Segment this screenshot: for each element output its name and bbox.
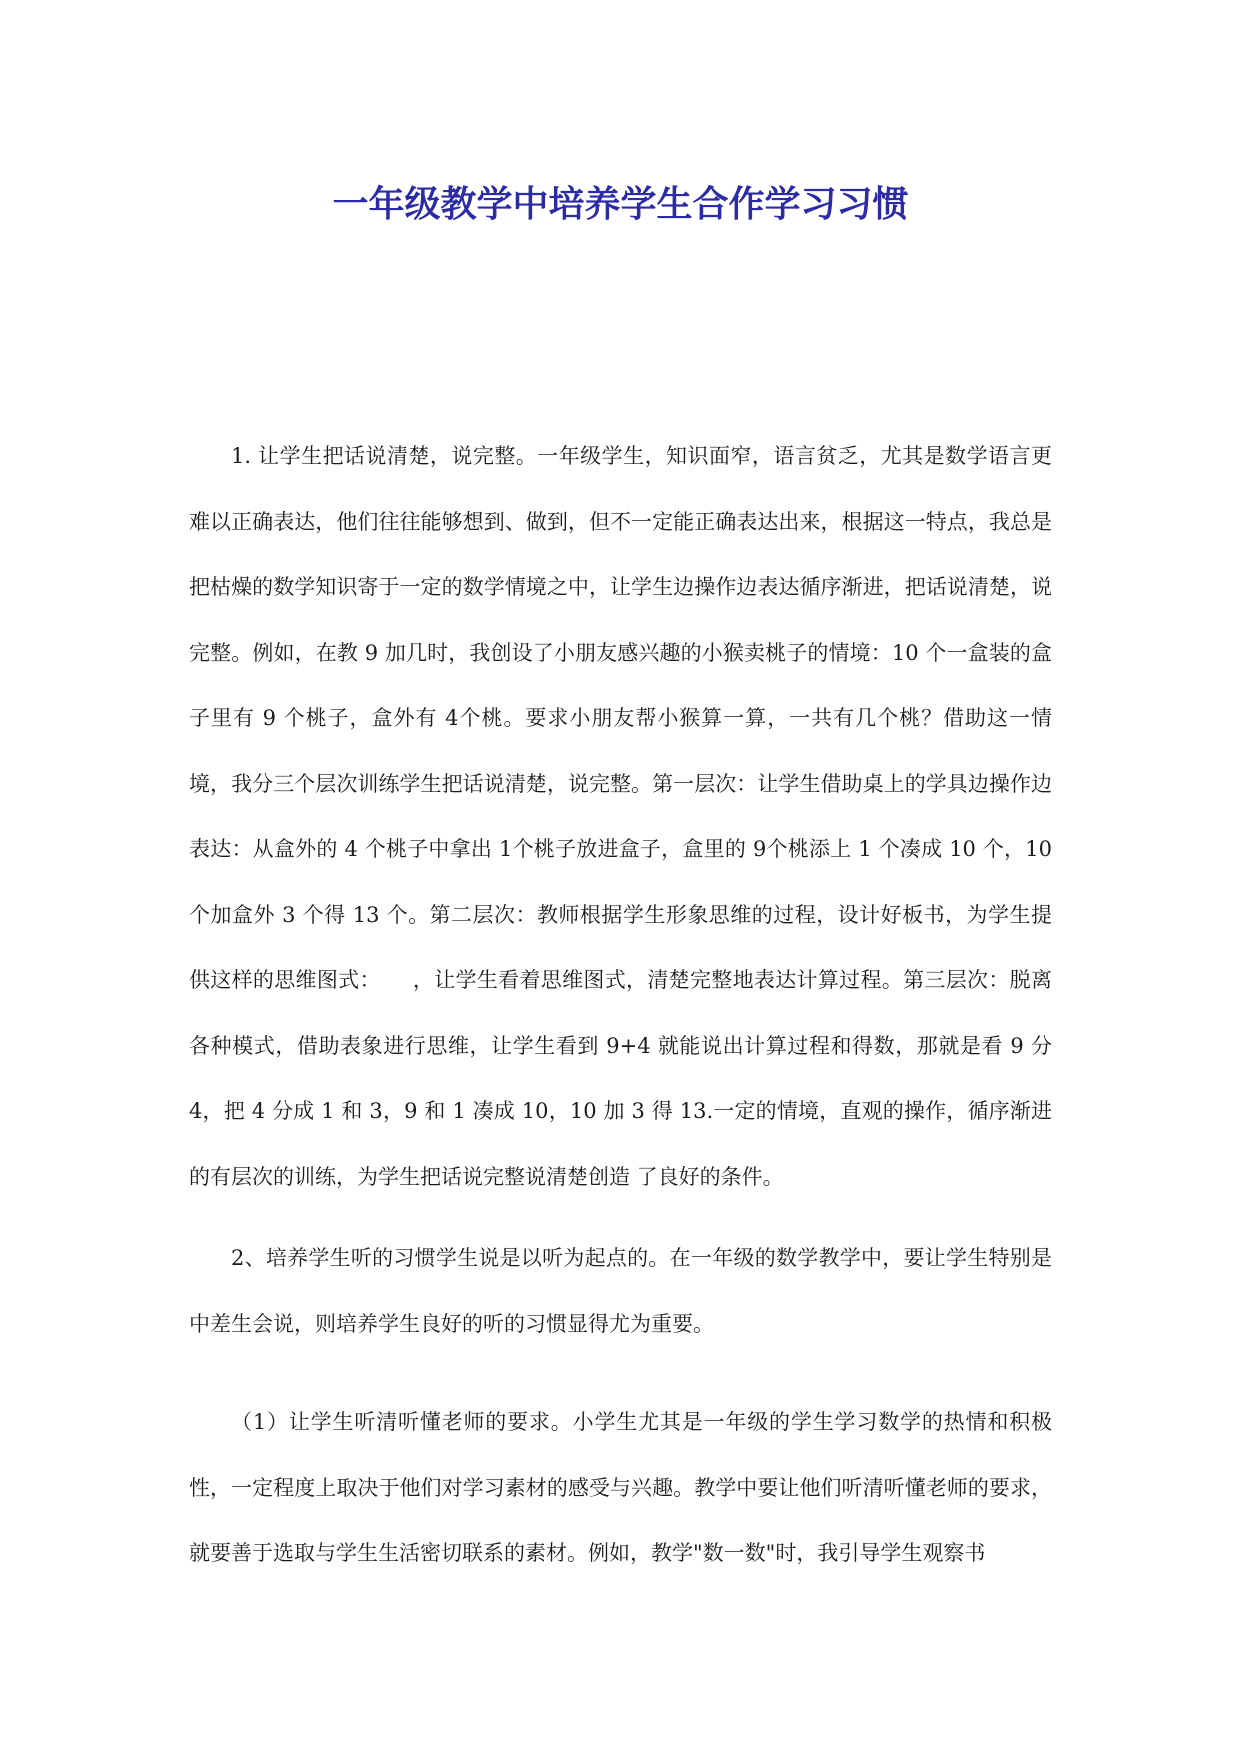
paragraph-block bbox=[189, 424, 1052, 1210]
document-title: 一年级教学中培养学生合作学习习惯 bbox=[332, 184, 909, 225]
paragraph-block bbox=[189, 1390, 1052, 1587]
paragraph-2: 2、培养学生听的习惯学生说是以听为起点的。在一年级的数学教学中，要让学生特别是中差生会说，则培养学生良好的听的习惯显得尤为重要。 bbox=[189, 1246, 1052, 1336]
paragraph-1: 1. 让学生把话说清楚，说完整。一年级学生，知识面窄，语言贫乏，尤其是数学语言更难以正确表达，他们往往能够想到、做到，但不一定能正确表达出来，根据这一特点，我总是把枯燥的数学知识寄于一定的数学情境之中，让学生边操作边表达循序渐进，把话说清楚，说完整。例如，在教 9 加几时，我创设了小朋友感兴趣的小猴卖桃子的情境：10 个一盒装的盒子里有 9 个桃子，盒外有 4个桃。要求小朋友帮小猴算一算，一共有几个桃？借助这一情境，我分三个层次训练学生把话说清楚，说完整。第一层次：让学生借助桌上的学具边操作边表达：从盒外的 4 个桃子中拿出 1个桃子放进盒子，盒里的 9个桃添上 1 个凑成 10 个，10 个加盒外 3 个得 13 个。第二层次：教师根据学生形象思维的过程，设计好板书，为学生提供这样的思维图式： ，让学生看着思维图式，清楚完整地表达计算过程。第三层次：脱离各种模式，借助表象进行思维，让学生看到 9+4 就能说出计算过程和得数，那就是看 9 分 4，把 4 分成 1 和 3，9 和 1 凑成 10，10 加 3 得 13.一定的情境，直观的操作，循序渐进的有层次的训练，为学生把话说完整说清楚创造 了良好的条件。 bbox=[189, 444, 1052, 1189]
paragraph-block bbox=[189, 1226, 1052, 1357]
paragraph-3: （1）让学生听清听懂老师的要求。小学生尤其是一年级的学生学习数学的热情和积极性，一定程度上取决于他们对学习素材的感受与兴趣。教学中要让他们听清听懂老师的要求，就要善于选取与学生生活密切联系的素材。例如，教学"数一数"时，我引导学生观察书 bbox=[189, 1410, 1052, 1565]
